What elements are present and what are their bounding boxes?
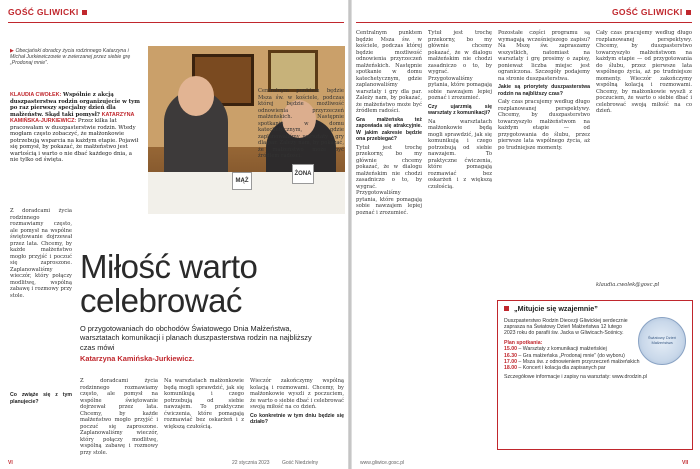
standfirst-author: Katarzyna Kamińska-Jurkiewicz. bbox=[80, 353, 195, 363]
plan-item: 15.00 – Warsztaty z komunikacji małżeńskiej bbox=[504, 346, 607, 353]
respondent-name: KATARZYNA KAMIŃSKA-JURKIEWICZ: bbox=[10, 111, 135, 124]
plan-item: 17.00 – Msza św. z odnowieniem przyrzeczeń małżeńskich bbox=[504, 358, 640, 365]
photo-mug-maz: MĄŻ bbox=[232, 172, 252, 190]
author-email bbox=[596, 282, 692, 289]
plan-time: 16.30 bbox=[504, 352, 517, 359]
header-rule-right bbox=[356, 22, 692, 23]
text-column bbox=[258, 88, 344, 160]
column-text: Centralnym punktem będzie Msza św. w kościele, podczas której będzie możliwość odnowienia przyrzeczeń małżeńskich. Następnie spotkanie w domu katechetycznym, gdzie zaplanowaliśmy warsztaty i gry dla par. Zależy nam, by pokazać, że małżeństwo może być źródłem radości. bbox=[356, 30, 422, 114]
text-column bbox=[80, 378, 158, 456]
column-text: Tytuł jest trochę przekorny, bo my głównie chcemy pokazać, że w dialogu małżeńskim nie chodzi zasadniczo o to, by wygrać. Przygotowaliśmy pytania, które pomagają sobie nawzajem lepiej poznać i zrozumieć. bbox=[356, 144, 422, 216]
page-number-right: VII bbox=[682, 460, 689, 466]
column-text: Cały czas pracujemy według długo rozplanowanej perspektywy. Chcemy, by duszpasterstwo towarzyszyło małżeństwom na każdym etapie — od przygotowania do ślubu, przez pierwsze lata wspólnego życia, aż po trudniejsze momenty. bbox=[498, 99, 590, 151]
column-text: Wieczór zakończymy wspólną kolacją i rozmowami. Chcemy, by małżonkowie wyszli z poczuciem, że warto o siebie dbać i celebrować swoją miłość na co dzień. bbox=[250, 378, 344, 410]
interview-question: Gra małżeńska też zapowiada się atrakcyjnie. W jakim zakresie będzie ona przebiegać? bbox=[356, 116, 422, 142]
photo-caption bbox=[10, 48, 140, 67]
box-title-text: „Mitujcie się wzajemnie” bbox=[514, 304, 598, 313]
text-column bbox=[428, 30, 492, 190]
plan-time: 15.00 bbox=[504, 346, 517, 353]
section-marker-icon bbox=[82, 10, 87, 15]
plan-item: 16.30 – Gra małżeńska „Prodonaj mnie” (do wyboru) bbox=[504, 352, 625, 359]
lead-answer: Przez kilka lat pracowałam w duszpasterstwie rodzin. Wtedy mogłam często zobaczyć, że małżonkowie potrzebują wsparcia na każdym etapie. Pojawił się pomysł, by pokazać, że małżeństwo jest wartością i warto o nie dbać każdego dnia, a nie tylko od święta. bbox=[10, 118, 139, 163]
interview-question: Co zwiąże się z tym planujecie? bbox=[10, 392, 72, 405]
text-column bbox=[10, 390, 72, 407]
column-text: Z doradcami życia rodzinnego rozmawiamy często, ale pomysł na wspólne świętowanie dojrzewał przez lata. Chcemy, by każde małżeństwo mogło przyjść i poczuć się zaproszone. Zaplanowaliśmy wieczór, który połączy modlitwę, wspólną zabawę i rozmowy przy stole. bbox=[80, 378, 158, 456]
caption-arrow-icon: ▶ bbox=[10, 48, 16, 54]
column-text: Pozostałe części programu są wymagają wcześniejszego zapisu? Na Mszę św. zapraszamy wszystkich, natomiast na warsztaty i grę prosimy o zapisy, ponieważ liczba miejsc jest ograniczona. Szczegóły podajemy na stronie duszpasterstwa. bbox=[498, 30, 590, 82]
box-intro: Duszpasterstwo Rodzin Diecezji Gliwickiej serdecznie zaprasza na Światowy Dzień Małżeństwa 12 lutego 2023 roku do parafii św. Jacka w Gliwicach-Sośnicy. bbox=[504, 317, 628, 337]
photo-head-man bbox=[178, 76, 214, 116]
interviewer-name: KLAUDIA CWOŁEK: bbox=[10, 92, 62, 98]
plan-text: Gra małżeńska „Prodonaj mnie” (do wyboru) bbox=[522, 352, 625, 359]
event-info-box bbox=[497, 300, 693, 450]
text-column bbox=[164, 378, 244, 430]
photo-mug-zona: ŻONA bbox=[292, 164, 314, 184]
footer-publication: Gość Niedzielny bbox=[282, 460, 319, 466]
box-title bbox=[504, 305, 686, 314]
plan-item: 18.00 – Koncert i kolacja dla zapisanych par bbox=[504, 365, 606, 372]
column-text: Z doradcami życia rodzinnego rozmawiamy często, ale pomysł na wspólne świętowanie dojrzewał przez lata. Chcemy, by każde małżeństwo mogło przyjść i poczuć się zaproszone. Zaplanowaliśmy wieczór, który połączy modlitwę, wspólną zabawę i rozmowy przy stole. bbox=[10, 208, 72, 299]
interview-question: Co konkretnie w tym dniu będzie się działo? bbox=[250, 412, 344, 425]
standfirst-text: O przygotowaniach do obchodów Światowego Dnia Małżeństwa, warsztatach komunikacji i planach duszpasterstwa rodzin na najbliższy czas mówi bbox=[80, 324, 312, 352]
text-column bbox=[498, 30, 590, 151]
column-text: Na warsztatach małżonkowie będą mogli sprawdzić, jak się komunikują i czego potrzebują od siebie nawzajem. To praktyczne ćwiczenia, które pomagają rozmawiać bez oskarżeń i z większą czułością. bbox=[164, 378, 244, 430]
photo-caption-text: Obecjański doradcy życia rodzinnego Katarzyna i Michał Jurkiewiczowie w zwierzanej przez siebie grę „Prodonaj mnie”. bbox=[10, 48, 131, 67]
text-column bbox=[596, 30, 692, 115]
photo-frame bbox=[268, 50, 318, 92]
interview-lead bbox=[10, 92, 140, 164]
section-title-left: GOŚĆ GLIWICKI bbox=[8, 7, 79, 17]
title-line: celebrować bbox=[80, 282, 242, 319]
author-email-text: klaudia.cwolek@gosc.pl bbox=[596, 282, 660, 288]
box-marker-icon bbox=[504, 306, 509, 311]
column-text: Centralnym punktem będzie Msza św. w kościele, podczas której będzie możliwość odnowienia przyrzeczeń małżeńskich. Następnie spotkanie w domu katechetycznym, gdzie zaplanowaliśmy warsztaty i gry dla par. Zależy nam, by pokazać, że małżeństwo może być źródłem radości. bbox=[258, 88, 344, 159]
article-standfirst bbox=[80, 324, 324, 363]
interview-question: Jakie są priorytety duszpasterstwa rodzin na najbliższy czas? bbox=[498, 84, 590, 97]
column-text: Na warsztatach małżonkowie będą mogli sprawdzić, jak się komunikują i czego potrzebują od siebie nawzajem. To praktyczne ćwiczenia, które pomagają rozmawiać bez oskarżeń i z większą czułością. bbox=[428, 118, 492, 190]
plan-text: Warsztaty z komunikacji małżeńskiej bbox=[522, 346, 607, 353]
plan-heading: Plan spotkania: bbox=[504, 339, 543, 346]
plan-time: 18.00 bbox=[504, 365, 517, 372]
header-rule-left bbox=[8, 22, 344, 23]
box-outro: Szczegółowe informacje i zapisy na warsztaty: www.drodzin.pl bbox=[504, 373, 648, 380]
text-column bbox=[356, 30, 422, 216]
plan-text: Koncert i kolacja dla zapisanych par bbox=[522, 365, 606, 372]
page-gutter bbox=[348, 0, 352, 469]
plan-text: Msza św. z odnowieniem przyrzeczeń małżeńskich bbox=[522, 358, 640, 365]
section-header-right bbox=[612, 4, 691, 20]
article-title bbox=[80, 250, 257, 318]
text-column bbox=[10, 208, 72, 299]
section-title-right: GOŚĆ GLIWICKI bbox=[612, 7, 683, 17]
text-column bbox=[250, 378, 344, 428]
plan-time: 17.00 bbox=[504, 358, 517, 365]
column-text: Tytuł jest trochę przekorny, bo my głównie chcemy pokazać, że w dialogu małżeńskim nie chodzi zasadniczo o to, by wygrać. Przygotowaliśmy pytania, które pomagają sobie nawzajem lepiej poznać i zrozumieć. bbox=[428, 30, 492, 101]
interview-question: Czy ujarzmią się warsztaty z komunikacji? bbox=[428, 103, 492, 116]
footer-website: www.gliwice.gosc.pl bbox=[360, 460, 405, 466]
footer-date: 22 stycznia 2023 bbox=[232, 460, 270, 466]
section-header-left bbox=[8, 4, 87, 20]
title-line: Miłość warto bbox=[80, 248, 258, 285]
page-number-left: VI bbox=[8, 460, 13, 466]
logo-label: Światowy Dzień Małżeństwa bbox=[647, 335, 677, 345]
column-text: Cały czas pracujemy według długo rozplanowanej perspektywy. Chcemy, by duszpasterstwo towarzyszyło małżeństwom na każdym etapie — od przygotowania do ślubu, przez pierwsze lata wspólnego życia, aż po trudniejsze momenty. bbox=[596, 30, 692, 82]
section-marker-icon bbox=[686, 10, 691, 15]
lead-question: Wspólnie z akcją duszpasterstwa rodzin organizujecie w tym po raz pierwszy specjalny dzień dla małżeństw. Skąd taki pomysł? bbox=[10, 92, 140, 118]
column-text: Wieczór zakończymy wspólną kolacją i rozmowami. Chcemy, by małżonkowie wyszli z poczuciem, że warto o siebie dbać i celebrować swoją miłość na co dzień. bbox=[596, 75, 693, 114]
